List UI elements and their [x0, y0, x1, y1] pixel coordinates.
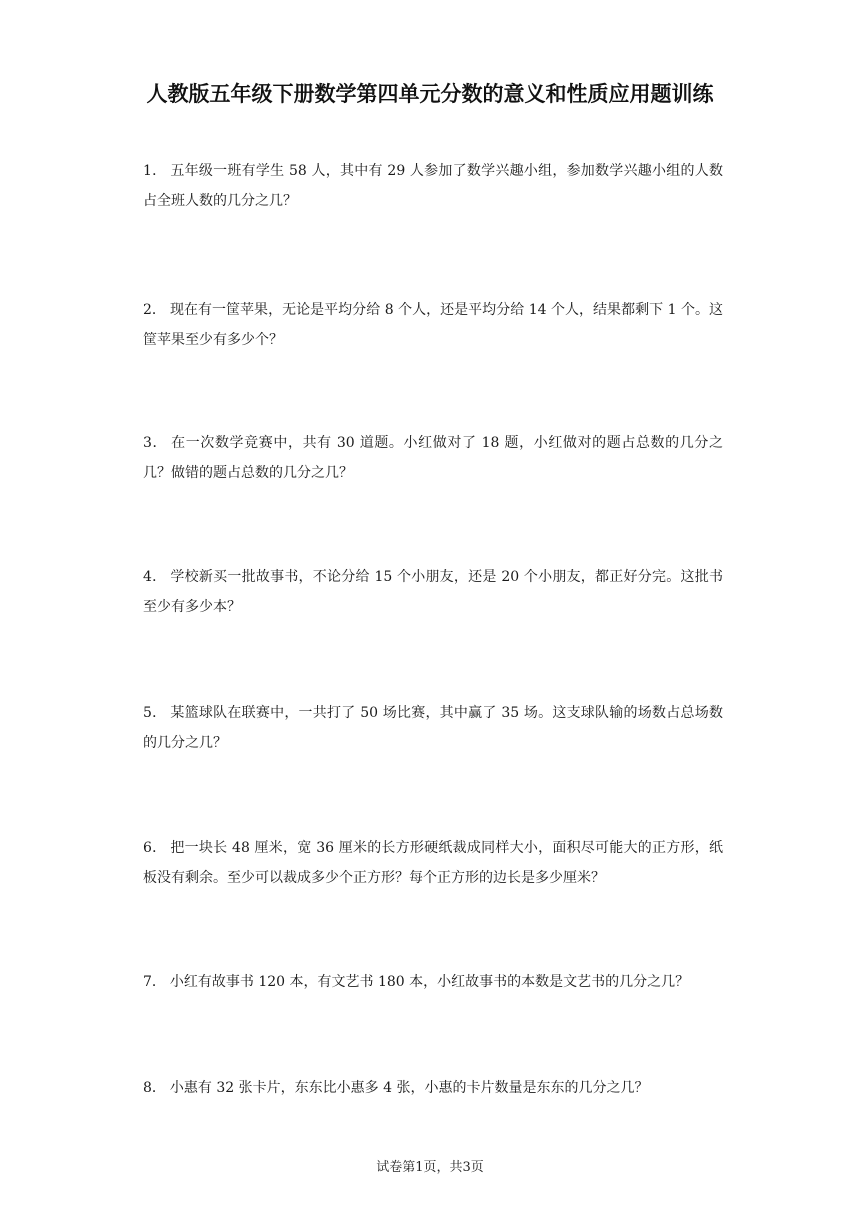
question-text: 某篮球队在联赛中，一共打了 50 场比赛，其中赢了 35 场。这支球队输的场数占总场数的几分之几？ [143, 705, 723, 751]
question-6 [143, 833, 723, 893]
question-2 [143, 295, 723, 355]
question-number: 8． [143, 1080, 166, 1096]
question-4 [143, 562, 723, 622]
question-number: 6． [143, 840, 167, 856]
question-text: 小红有故事书 120 本，有文艺书 180 本，小红故事书的本数是文艺书的几分之几？ [169, 974, 690, 990]
question-number: 2． [143, 302, 166, 318]
question-text: 五年级一班有学生 58 人，其中有 29 人参加了数学兴趣小组，参加数学兴趣小组的人数占全班人数的几分之几？ [143, 163, 723, 209]
question-5 [143, 698, 723, 758]
question-3 [143, 428, 723, 488]
question-text: 现在有一筐苹果，无论是平均分给 8 个人，还是平均分给 14 个人，结果都剩下 1 个。这筐苹果至少有多少个？ [143, 302, 723, 348]
question-7 [143, 967, 723, 997]
question-text: 小惠有 32 张卡片，东东比小惠多 4 张，小惠的卡片数量是东东的几分之几？ [169, 1080, 649, 1096]
question-text: 在一次数学竞赛中，共有 30 道题。小红做对了 18 题，小红做对的题占总数的几分之几？做错的题占总数的几分之几？ [143, 435, 723, 481]
page-footer: 试卷第1页，共3页 [376, 1160, 484, 1175]
question-number: 1． [143, 163, 167, 179]
question-number: 4． [143, 569, 167, 585]
question-text: 把一块长 48 厘米，宽 36 厘米的长方形硬纸裁成同样大小，面积尽可能大的正方形，纸板没有剩余。至少可以裁成多少个正方形？每个正方形的边长是多少厘米？ [143, 840, 723, 886]
question-number: 3． [143, 435, 168, 451]
question-number: 7． [143, 974, 166, 990]
question-text: 学校新买一批故事书，不论分给 15 个小朋友，还是 20 个小朋友，都正好分完。这批书至少有多少本？ [143, 569, 723, 615]
question-1 [143, 156, 723, 216]
question-number: 5． [143, 705, 167, 721]
question-8 [143, 1073, 723, 1103]
page-title: 人教版五年级下册数学第四单元分数的意义和性质应用题训练 [146, 82, 714, 106]
